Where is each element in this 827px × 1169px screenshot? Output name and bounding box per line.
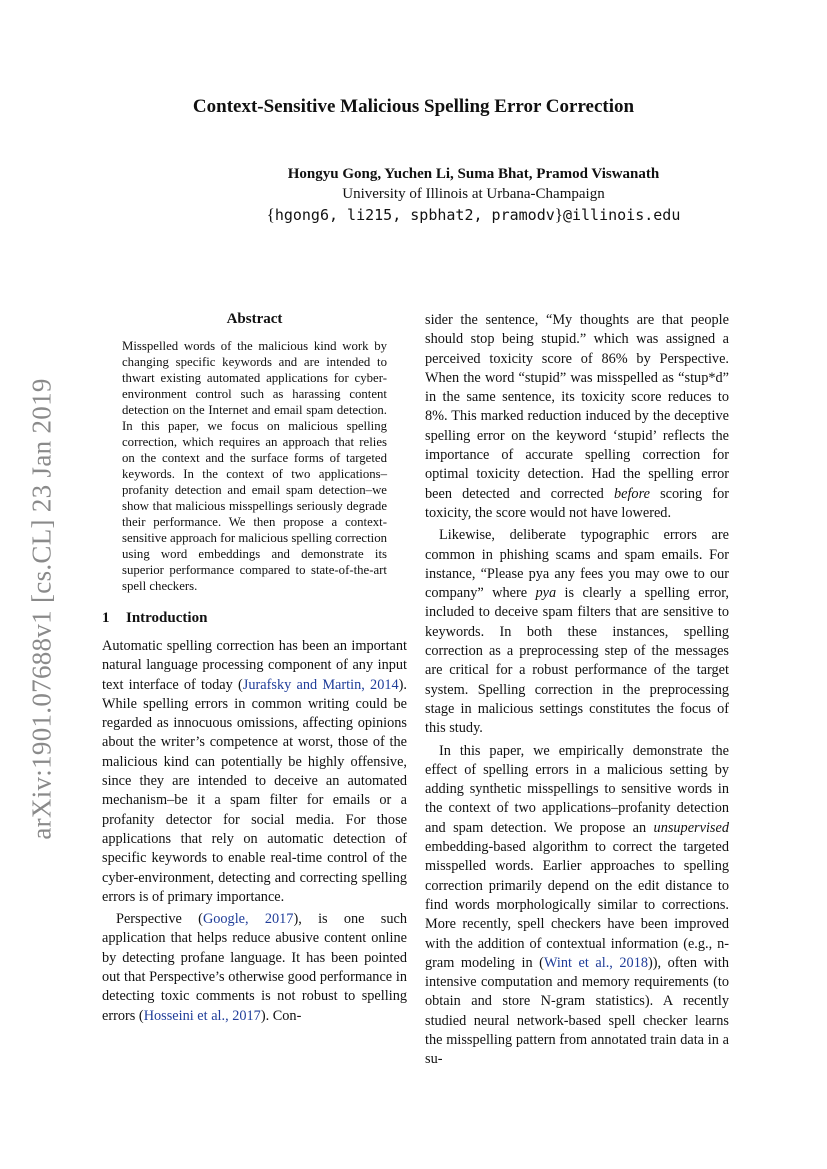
intro-paragraph-4 bbox=[425, 742, 729, 1070]
text-run: In this paper, we empirically demonstrate the effect of spelling errors in a malicious setting by adding synthetic misspellings to sensitive words in the context of two applications–profanity detection and spam detection. We propose an bbox=[425, 742, 729, 836]
text-run: sider the sentence, “My thoughts are that people should stop being stupid.” which was assigned a perceived toxicity score of 86% by Perspective. When the word “stupid” was misspelled as “stup*d” in the same sentence, its toxicity score reduces to 8%. This marked reduction induced by the deceptive spelling error on the keyword ‘stupid’ reflects the importance of accurate spelling correction for optimal toxicity detection. Had the spelling error been detected and corrected bbox=[425, 312, 729, 502]
emphasized-text: pya bbox=[535, 585, 557, 602]
intro-paragraph-2 bbox=[102, 910, 407, 1026]
paper-title: Context-Sensitive Malicious Spelling Error Correction bbox=[192, 96, 635, 117]
intro-paragraph-1 bbox=[102, 637, 407, 907]
email-usernames: hgong6, li215, spbhat2, pramodv bbox=[274, 206, 555, 224]
arxiv-identifier-text: arXiv:1901.07688v1 [cs.CL] 23 Jan 2019 bbox=[26, 378, 57, 840]
email-close-brace: } bbox=[554, 205, 563, 224]
section-title: Introduction bbox=[126, 610, 208, 626]
section-heading-introduction bbox=[102, 610, 407, 627]
section-number: 1 bbox=[102, 610, 110, 626]
citation-link[interactable]: Google, 2017 bbox=[202, 911, 294, 928]
citation-link[interactable]: Jurafsky and Martin, 2014 bbox=[242, 676, 399, 693]
author-list: Hongyu Gong, Yuchen Li, Suma Bhat, Pramod Viswanath bbox=[287, 166, 660, 182]
text-run: is clearly a spelling error, included to deceive spam filters that are sensitive to keywords. In both these instances, spelling correction as a preprocessing step of the messages are critical for a robust performance of the target system. Spelling correction in the preprocessing stage in malicious settings constitutes the focus of this study. bbox=[425, 585, 730, 737]
arxiv-identifier-stamp bbox=[22, 366, 62, 852]
abstract-heading: Abstract bbox=[226, 311, 283, 327]
left-column bbox=[102, 311, 407, 1026]
text-run: Automatic spelling correction has been an important natural language processing component of any input text interface of today ( bbox=[102, 638, 407, 693]
text-run: Perspective ( bbox=[116, 911, 203, 928]
abstract-text: Misspelled words of the malicious kind work by changing specific keywords and are intended to thwart existing automated applications for cyber-environment control such as harassing content detection on the Internet and email spam detection. In this paper, we focus on malicious spelling correction, which requires an approach that relies on the context and the surface forms of targeted keywords. In the context of two applications–profanity detection and email spam detection–we show that malicious misspellings seriously degrade their performance. We then propose a context-sensitive approach for malicious spelling correction using word embeddings and demonstrate its superior performance compared to state-of-the-art spell checkers. bbox=[122, 339, 387, 593]
author-emails bbox=[120, 205, 827, 225]
citation-link[interactable]: Hosseini et al., 2017 bbox=[143, 1007, 261, 1024]
text-run: ). Con- bbox=[260, 1007, 302, 1024]
text-run: scoring for toxicity, the score would not have lowered. bbox=[425, 485, 729, 521]
intro-paragraph-3 bbox=[425, 526, 729, 738]
text-run: ). While spelling errors in common writing could be regarded as innocuous omissions, affecting opinions about the writer’s competence at worst, those of the malicious kind can potentially be highly offensive, since they are intended to deceive an automated mechanism–be it a spam filter for emails or a profanity detector for social media. For those applications that rely on automatic detection of specific keywords to enable real-time control of the cyber-environment, detecting and correcting spelling errors is of primary importance. bbox=[102, 676, 407, 905]
emphasized-text: before bbox=[613, 485, 650, 502]
right-column bbox=[425, 311, 729, 1070]
text-run: )), often with intensive computation and memory requirements (to obtain and store N-gram statistics). A recently studied neural network-based spell checker learns the misspelling pattern from annotated train data in a su- bbox=[425, 954, 729, 1068]
text-run: ), is one such application that helps reduce abusive content online by detecting profane language. It has been pointed out that Perspective’s otherwise good performance in detecting toxic comments is not robust to spelling errors ( bbox=[102, 911, 407, 1024]
emphasized-text: unsupervised bbox=[653, 819, 729, 836]
author-affiliation: University of Illinois at Urbana-Champaign bbox=[342, 186, 605, 202]
text-run: Likewise, deliberate typographic errors are common in phishing scams and spam emails. For instance, “Please pya any fees you may owe to our company” where bbox=[425, 527, 729, 602]
citation-link[interactable]: Wint et al., 2018 bbox=[543, 954, 648, 971]
email-open-brace: { bbox=[266, 205, 275, 224]
text-run: embedding-based algorithm to correct the targeted misspelled words. Earlier approaches to spelling correction primarily depend on the edit distance to find words morphologically similar to corrections. More recently, spell checkers have been improved with the addition of contextual information (e.g., n-gram modeling in ( bbox=[425, 839, 729, 971]
intro-paragraph-2-continued bbox=[425, 311, 729, 523]
email-domain: @illinois.edu bbox=[562, 206, 681, 224]
